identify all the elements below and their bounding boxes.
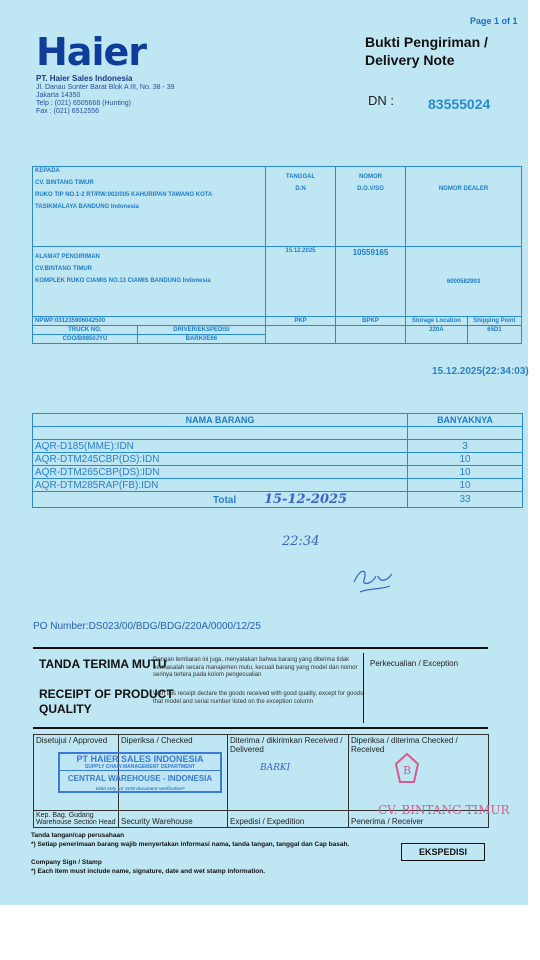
alamat-line-2: KOMPLEK RUKO CIAMIS NO.13 CIAMIS BANDUNG Indonesia: [35, 278, 211, 284]
dealer-value: 6000582903: [406, 247, 522, 317]
nomor-label: NOMOR: [359, 174, 382, 180]
dealer-label: NOMOR DEALER: [438, 186, 489, 192]
handwritten-initials: [350, 562, 400, 598]
driver-value: BARKI/E66: [137, 335, 265, 344]
footer-line-3: Company Sign / Stamp: [31, 859, 102, 866]
item-qty: 10: [408, 466, 523, 479]
tanda-terima-title: TANDA TERIMA MUTU: [39, 657, 167, 671]
npwp: NPWP:031235906042500: [33, 317, 266, 326]
po-number: PO Number:DS023/00/BDG/BDG/220A/0000/12/25: [33, 621, 261, 632]
title-line-2: Delivery Note: [365, 52, 455, 68]
truck-driver-cell: [33, 326, 266, 344]
item-qty: 10: [408, 479, 523, 492]
alamat-cell: [33, 247, 266, 317]
checked-cell: Diperiksa / Checked: [119, 735, 228, 811]
kepada-cell: [33, 167, 266, 247]
cv-stamp: CV. BINTANG TIMUR: [378, 803, 510, 817]
stamp-line-4: Valid only for SCM document verification*: [95, 786, 185, 791]
total-label: Total: [213, 495, 237, 506]
company-name: PT. Haier Sales Indonesia: [36, 74, 133, 83]
receipt-text: With this receipt declare the goods received with good quality, except for goods that model and serial number listed on the exception column: [153, 691, 364, 705]
bpkp-value: [336, 326, 406, 344]
footer-notes: [31, 831, 349, 876]
spacer-row: [33, 427, 408, 440]
address-line: Jl. Danau Sunter Barat Blok A III, No. 38 - 39: [36, 84, 175, 91]
kepada-line-3: TASIKMALAYA BANDUNG Indonesia: [35, 204, 139, 210]
stamp-line-1: PT HAIER SALES INDONESIA: [76, 754, 204, 764]
dn-label: DN :: [368, 93, 394, 108]
fax-line: Fax : (021) 6512556: [36, 108, 100, 115]
shipping-value: 65D1: [467, 326, 521, 344]
kepada-line-1: CV. BINTANG TIMUR: [35, 180, 94, 186]
exception-divider: [363, 653, 364, 723]
kepada-label: KEPADA: [35, 168, 60, 174]
ekspedisi-box: EKSPEDISI: [401, 843, 485, 861]
item-qty: 10: [408, 453, 523, 466]
tanggal-value: 15.12.2025: [266, 247, 336, 317]
item-name: AQR-DTM285RAP(FB):IDN: [33, 479, 408, 492]
item-row: [33, 453, 523, 466]
handwritten-date: 15-12-2025: [263, 492, 348, 507]
total-cell: [33, 492, 408, 508]
item-row: [33, 440, 523, 453]
dn-col-label: D.N: [295, 186, 306, 192]
alamat-label: ALAMAT PENGIRIMAN: [35, 254, 100, 260]
warehouse-head-cell: [34, 811, 119, 828]
received-label: Diterima / dikirimkan Received / Delivered: [230, 736, 343, 754]
dovso-label: D.O.V/SO: [357, 186, 384, 192]
security-cell: Security Warehouse: [119, 811, 228, 828]
truck-value: COO/B9850JYU: [33, 335, 137, 344]
tanggal-head: [266, 167, 336, 247]
signature-name: BARKI: [260, 763, 291, 773]
bpkp-label: BPKP: [336, 317, 406, 326]
storage-value: 220A: [406, 326, 468, 344]
item-name: AQR-DTM245CBP(DS):IDN: [33, 453, 408, 466]
col-banyaknya: BANYAKNYA: [408, 414, 523, 427]
footer-line-2: *) Setiap penerimaan barang wajib menyertakan informasi nama, tanda tangan, tanggal dan Cap basah.: [31, 841, 350, 848]
truck-label: TRUCK NO.: [33, 326, 137, 335]
shipping-label: Shipping Point: [467, 317, 521, 326]
dn-number: 83555024: [428, 96, 491, 112]
footer-line-1: Tanda tangan/cap perusahaan: [31, 832, 125, 839]
kep-label: Kep. Bag. Gudang: [36, 812, 94, 819]
items-table: [32, 413, 523, 508]
warehouse-stamp: [58, 752, 222, 793]
page-indicator: Page 1 of 1: [470, 16, 518, 26]
nomor-head: [336, 167, 406, 247]
title-line-1: Bukti Pengiriman /: [365, 34, 488, 50]
approved-cell: Disetujui / Approved: [34, 735, 119, 811]
stamp-line-3: CENTRAL WAREHOUSE - INDONESIA: [67, 774, 213, 783]
alamat-line-1: CV.BINTANG TIMUR: [35, 266, 92, 272]
print-datetime: 15.12.2025(22:34:03): [432, 366, 529, 377]
receiver-stamp-logo: [392, 752, 422, 786]
haier-logo: Haier: [36, 30, 146, 74]
item-row: [33, 466, 523, 479]
spacer-cell: [408, 427, 523, 440]
total-qty: 33: [408, 492, 523, 508]
kepada-line-2: RUKO TIP NO.1-2 RT/RW:002/005 KAHURIPAN TAWANG KOTA: [35, 192, 213, 198]
col-nama-barang: NAMA BARANG: [33, 414, 408, 427]
total-row: [33, 492, 523, 508]
city-line: Jakarta 14350: [36, 92, 81, 99]
nomor-value: 10559165: [336, 247, 406, 317]
company-address: [36, 75, 175, 116]
expedition-cell: Expedisi / Expedition: [228, 811, 349, 828]
svg-text:B: B: [402, 764, 412, 777]
tanggal-label: TANGGAL: [285, 174, 316, 180]
receipt-quality-section: [33, 647, 488, 729]
checked-received-cell: Diperiksa / diterima Checked / Received: [349, 735, 489, 811]
item-name: AQR-D185(MME):IDN: [33, 440, 408, 453]
item-name: AQR-DTM265CBP(DS):IDN: [33, 466, 408, 479]
receipt-line-1: RECEIPT OF PRODUCT: [39, 687, 174, 701]
item-row: [33, 479, 523, 492]
handwritten-time: 22:34: [282, 534, 320, 549]
dealer-head: [406, 167, 522, 247]
warehouse-head-label: Warehouse Section Head: [36, 819, 116, 826]
telp-line: Telp : (021) 6505668 (Hunting): [36, 100, 131, 107]
driver-label: DRIVER/EKSPEDISI: [173, 327, 230, 333]
receiver-cell: Penerima / Receiver: [349, 811, 489, 828]
item-qty: 3: [408, 440, 523, 453]
received-cell: [228, 735, 349, 811]
header-info-table: [32, 166, 522, 344]
stamp-line-2: SUPPLY CHAIN MANAGEMENT DEPARTMENT: [60, 764, 220, 771]
pkp-value: [266, 326, 336, 344]
document-title: [365, 33, 488, 69]
pkp-label: PKP: [266, 317, 336, 326]
tanda-terima-text: Dengan lembaran ini juga, menyatakan bahwa barang yang diterima tidak bermasalah secara manajemen mutu, kecuali barang yang model dan nomor serinya tertera pada kolom pengecualian: [153, 657, 358, 678]
footer-line-4: *) Each item must include name, signature, date and wet stamp information.: [31, 868, 266, 875]
receipt-line-2: QUALITY: [39, 702, 92, 716]
exception-label: Perkecualian / Exception: [370, 659, 459, 668]
storage-label: Storage Location: [406, 317, 468, 326]
